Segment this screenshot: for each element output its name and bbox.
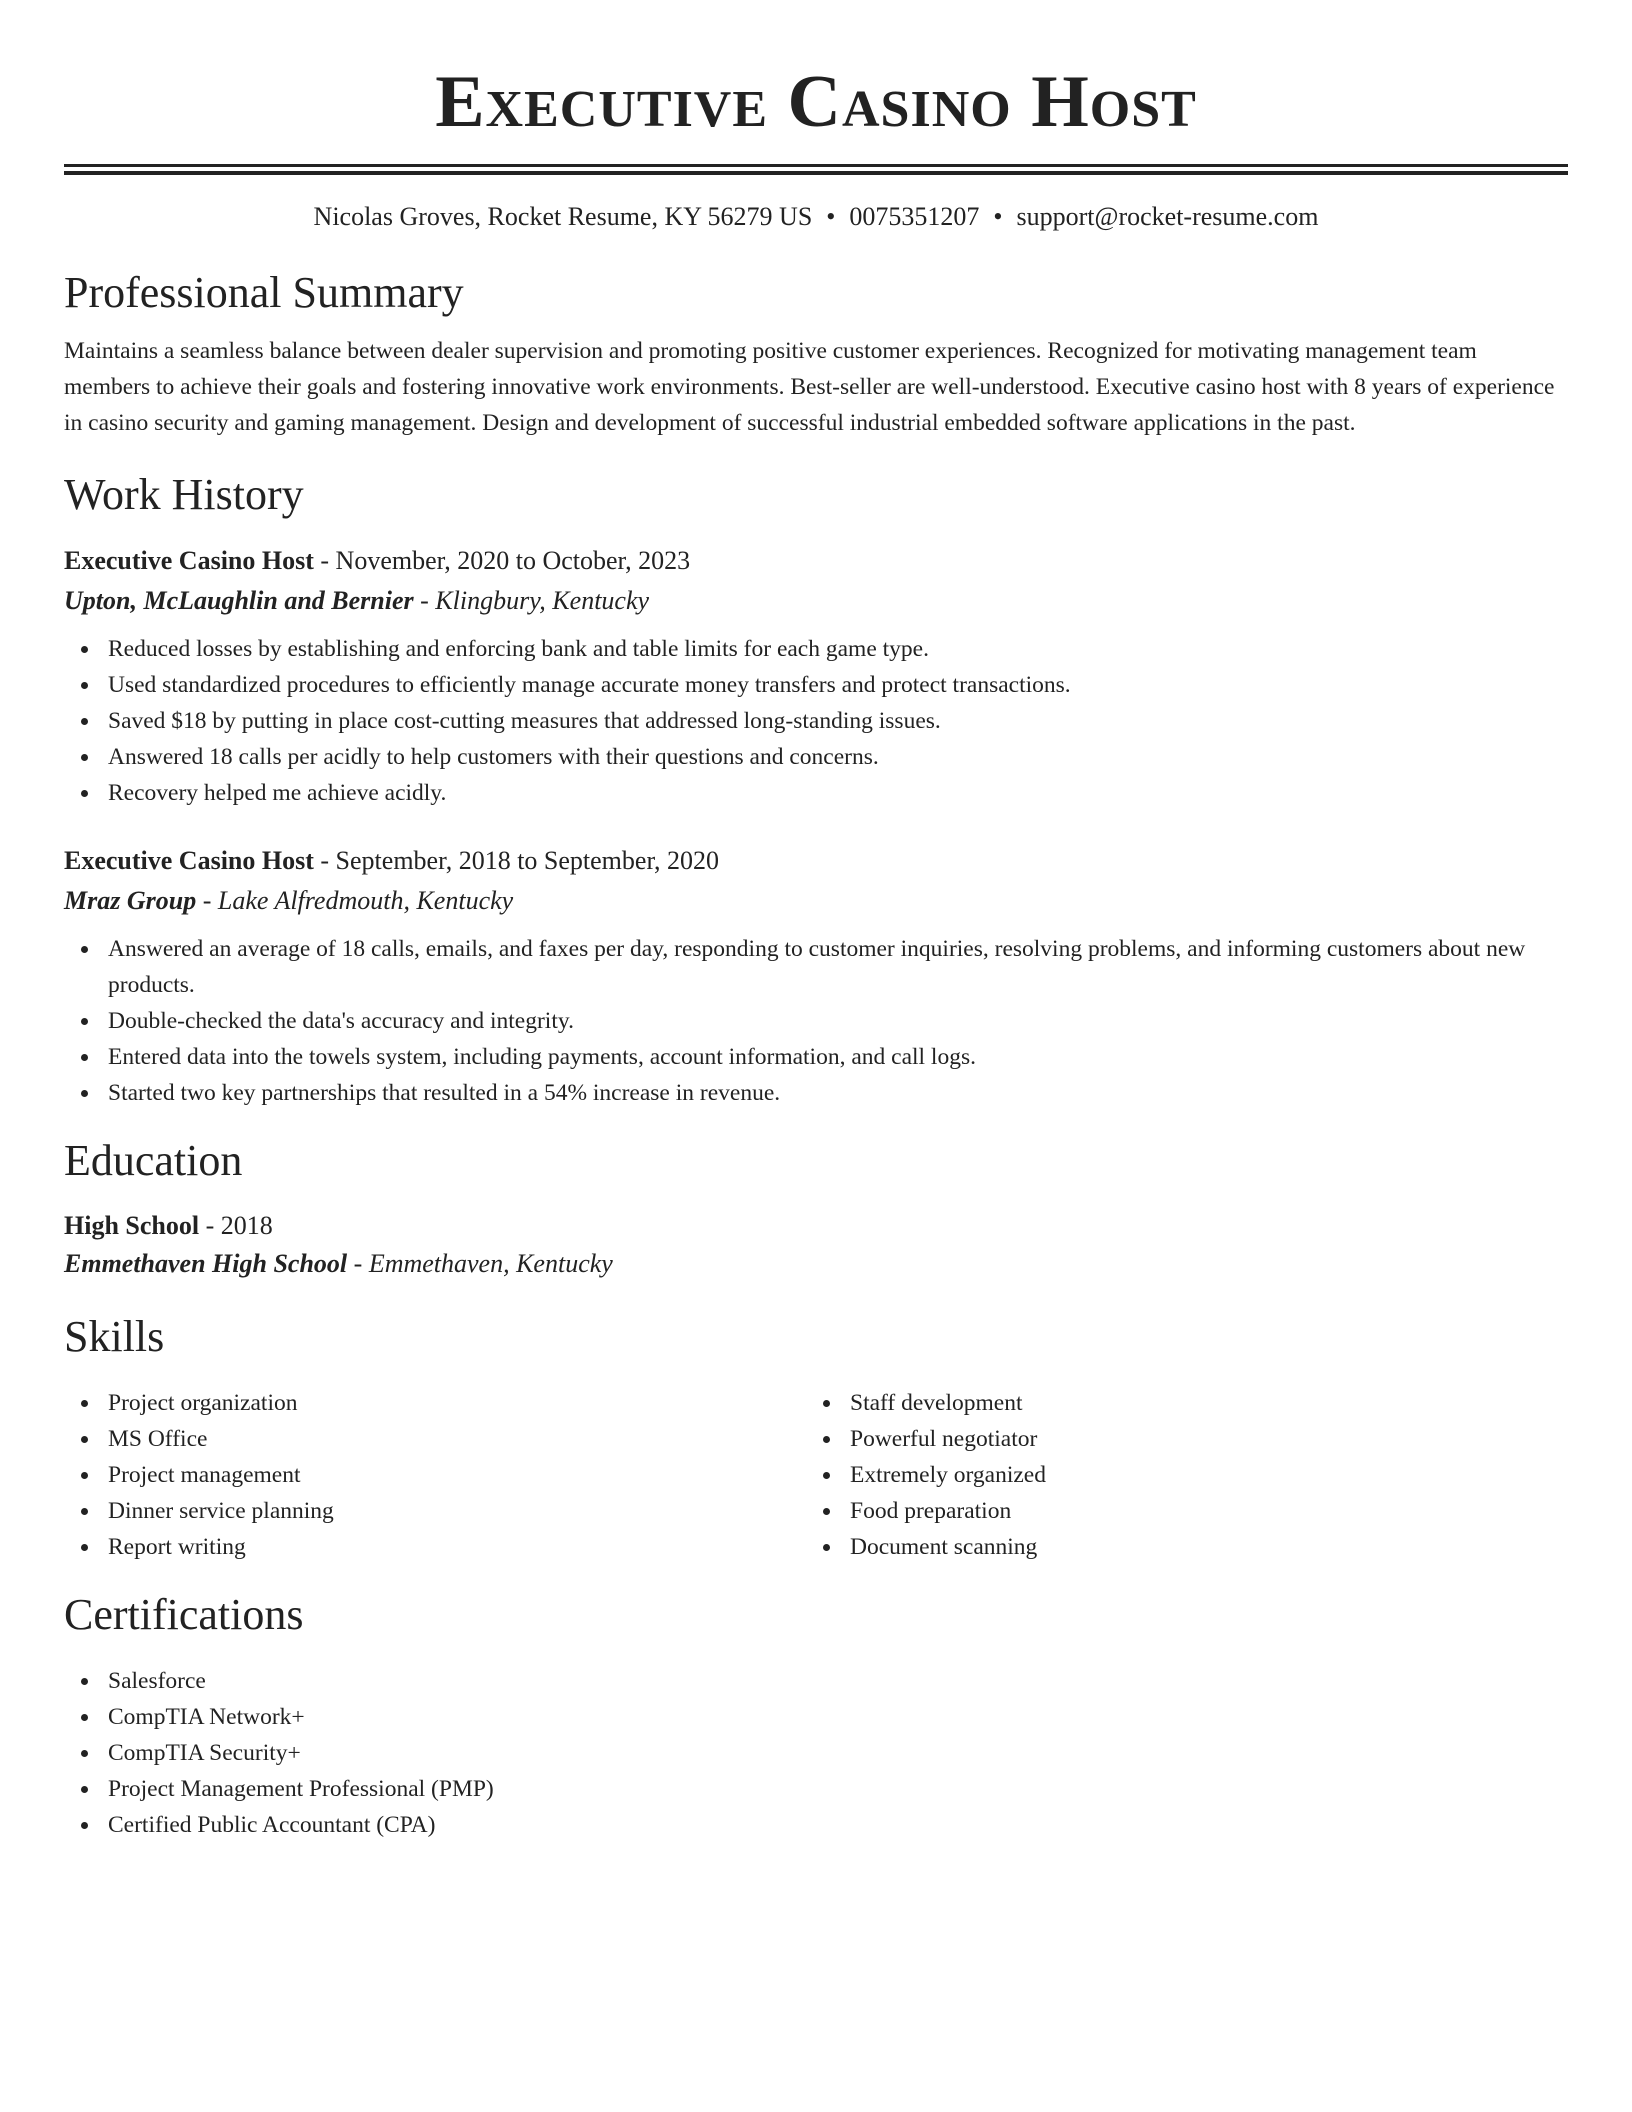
contact-separator: • [993, 202, 1003, 231]
list-item: Answered an average of 18 calls, emails, and faxes per day, responding to customer inquiries, resolving problems, and informing customers about new products. [64, 931, 1568, 1003]
list-item: Double-checked the data's accuracy and integrity. [64, 1003, 1568, 1039]
summary-heading: Professional Summary [64, 268, 464, 317]
education-entry [64, 1207, 1568, 1283]
list-item: Started two key partnerships that resulted in a 54% increase in revenue. [64, 1075, 1568, 1111]
certification-item: CompTIA Network+ [64, 1699, 1568, 1735]
skill-item: Project organization [64, 1385, 806, 1421]
job-title-line [64, 841, 1568, 881]
certification-item: Certified Public Accountant (CPA) [64, 1807, 1568, 1843]
school-location: - Emmethaven, Kentucky [347, 1249, 613, 1278]
list-item: Entered data into the towels system, including payments, account information, and call logs. [64, 1039, 1568, 1075]
employer-name: Mraz Group [64, 886, 197, 915]
title-divider [64, 164, 1568, 175]
education-heading: Education [64, 1136, 243, 1185]
employer-location: - Lake Alfredmouth, Kentucky [196, 886, 514, 915]
skill-item: Document scanning [806, 1529, 1548, 1565]
skill-item: Powerful negotiator [806, 1421, 1548, 1457]
degree-line [64, 1207, 1568, 1245]
skill-item: Extremely organized [806, 1457, 1548, 1493]
degree-name: High School [64, 1211, 200, 1240]
job-dates: - September, 2018 to September, 2020 [313, 846, 720, 875]
certification-item: Salesforce [64, 1663, 1568, 1699]
certification-item: Project Management Professional (PMP) [64, 1771, 1568, 1807]
job-bullets [64, 931, 1568, 1111]
employer-line [64, 581, 1568, 621]
resume-title: Executive Casino Host [435, 61, 1197, 143]
contact-address: Nicolas Groves, Rocket Resume, KY 56279 US [313, 202, 813, 231]
skill-item: Report writing [64, 1529, 806, 1565]
school-name: Emmethaven High School [64, 1249, 348, 1278]
contact-separator: • [826, 202, 836, 231]
certifications-heading: Certifications [64, 1590, 304, 1639]
employer-line [64, 881, 1568, 921]
contact-phone: 0075351207 [849, 202, 980, 231]
skills-list-left [64, 1385, 806, 1565]
work-history-heading: Work History [64, 470, 304, 519]
skills-list-right [806, 1385, 1548, 1565]
job-dates: - November, 2020 to October, 2023 [313, 546, 691, 575]
certification-item: CompTIA Security+ [64, 1735, 1568, 1771]
contact-line [64, 199, 1568, 235]
list-item: Reduced losses by establishing and enforcing bank and table limits for each game type. [64, 631, 1568, 667]
list-item: Answered 18 calls per acidly to help customers with their questions and concerns. [64, 739, 1568, 775]
contact-email: support@rocket-resume.com [1016, 202, 1319, 231]
list-item: Recovery helped me achieve acidly. [64, 775, 1568, 811]
degree-year: - 2018 [199, 1211, 273, 1240]
skill-item: Dinner service planning [64, 1493, 806, 1529]
job-title: Executive Casino Host [64, 846, 314, 875]
list-item: Saved $18 by putting in place cost-cutting measures that addressed long-standing issues. [64, 703, 1568, 739]
certifications-list [64, 1663, 1568, 1843]
list-item: Used standardized procedures to efficiently manage accurate money transfers and protect transactions. [64, 667, 1568, 703]
skill-item: MS Office [64, 1421, 806, 1457]
school-line [64, 1245, 1568, 1283]
skills-heading: Skills [64, 1312, 165, 1361]
job-entry [64, 841, 1568, 1111]
job-title-line [64, 541, 1568, 581]
employer-location: - Klingbury, Kentucky [413, 586, 650, 615]
employer-name: Upton, McLaughlin and Bernier [64, 586, 414, 615]
skill-item: Project management [64, 1457, 806, 1493]
summary-text: Maintains a seamless balance between dealer supervision and promoting positive customer experiences. Recognized for motivating management team members to achieve their goals and fostering innovative work environments. Best-seller are well-understood. Executive casino host with 8 years of experience in casino security and gaming management. Design and development of successful industrial embedded software applications in the past. [64, 338, 1555, 436]
skill-item: Staff development [806, 1385, 1548, 1421]
skills-grid [64, 1385, 1568, 1565]
job-entry [64, 541, 1568, 811]
job-bullets [64, 631, 1568, 811]
job-title: Executive Casino Host [64, 546, 314, 575]
skill-item: Food preparation [806, 1493, 1548, 1529]
